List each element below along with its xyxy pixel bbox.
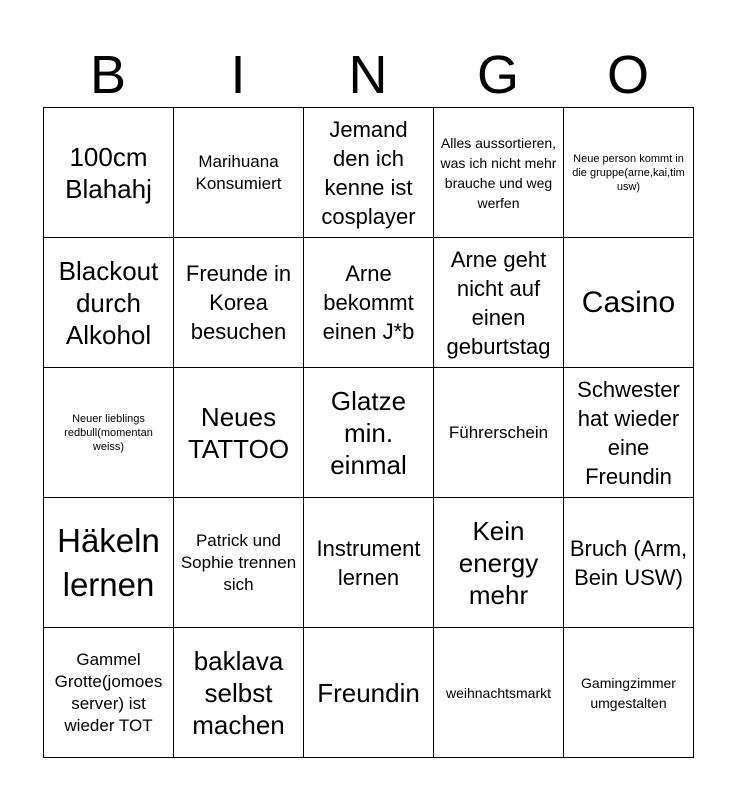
cell-text: Instrument lernen <box>316 535 421 590</box>
bingo-cell-r2c4[interactable] <box>434 238 564 368</box>
header-letter-g: G <box>476 45 519 105</box>
bingo-cell-r5c2[interactable] <box>174 628 304 758</box>
bingo-cell-r5c1[interactable] <box>44 628 174 758</box>
bingo-cell-r5c3[interactable] <box>304 628 434 758</box>
bingo-cell-r4c5[interactable] <box>564 498 694 628</box>
bingo-cell-r2c3[interactable] <box>304 238 434 368</box>
cell-text: Alles aussortieren, was ich nicht mehr brauche und weg werfen <box>440 134 557 211</box>
bingo-cell-r4c2[interactable] <box>174 498 304 628</box>
bingo-cell-r1c2[interactable] <box>174 108 304 238</box>
bingo-cell-r3c1[interactable] <box>44 368 174 498</box>
cell-text: Gamingzimmer umgestalten <box>581 674 676 711</box>
cell-text: Freunde in Korea besuchen <box>185 261 292 344</box>
cell-text: Neue person kommt in die gruppe(arne,kai,tim usw) <box>572 152 685 193</box>
cell-text: Glatze min. einmal <box>330 385 407 480</box>
cell-text: Blackout durch Alkohol <box>58 255 159 350</box>
bingo-board <box>43 107 694 758</box>
cell-text: Marihuana Konsumiert <box>195 151 282 193</box>
bingo-cell-r1c1[interactable] <box>44 108 174 238</box>
cell-text: Neuer lieblings redbull(momentan weiss) <box>64 412 153 453</box>
bingo-cell-r3c5[interactable] <box>564 368 694 498</box>
bingo-cell-r3c2[interactable] <box>174 368 304 498</box>
cell-text: weihnachtsmarkt <box>445 684 552 701</box>
bingo-cell-r5c4[interactable] <box>434 628 564 758</box>
header-letter-o: O <box>606 45 649 105</box>
bingo-cell-r3c3[interactable] <box>304 368 434 498</box>
bingo-cell-r1c4[interactable] <box>434 108 564 238</box>
cell-text: Schwester hat wieder eine Freundin <box>577 376 680 489</box>
cell-text: Patrick und Sophie trennen sich <box>180 530 297 594</box>
bingo-cell-r4c1[interactable] <box>44 498 174 628</box>
header-letter-i: I <box>230 45 246 105</box>
header-letter-n: N <box>348 45 388 105</box>
cell-text: Arne bekommt einen J*b <box>322 261 415 344</box>
cell-text: Casino <box>581 285 676 319</box>
bingo-cell-r2c2[interactable] <box>174 238 304 368</box>
bingo-cell-r4c4[interactable] <box>434 498 564 628</box>
bingo-cell-r4c3[interactable] <box>304 498 434 628</box>
cell-text: Kein energy mehr <box>458 515 539 610</box>
cell-text: Freundin <box>317 677 420 708</box>
cell-text: baklava selbst machen <box>192 645 285 740</box>
bingo-cell-r5c5[interactable] <box>564 628 694 758</box>
bingo-cell-r1c3[interactable] <box>304 108 434 238</box>
cell-text: Bruch (Arm, Bein USW) <box>569 535 688 590</box>
bingo-cell-r1c5[interactable] <box>564 108 694 238</box>
header-letter-b: B <box>89 45 127 105</box>
bingo-cell-r2c1[interactable] <box>44 238 174 368</box>
bingo-cell-r2c5[interactable] <box>564 238 694 368</box>
cell-text: Neues TATTOO <box>187 401 290 464</box>
cell-text: Häkeln lernen <box>57 521 160 603</box>
bingo-header <box>43 44 693 106</box>
bingo-cell-r3c4[interactable] <box>434 368 564 498</box>
cell-text: Arne geht nicht auf einen geburtstag <box>446 246 551 359</box>
cell-text: Jemand den ich kenne ist cosplayer <box>321 116 416 229</box>
cell-text: Führerschein <box>448 422 549 442</box>
cell-text: 100cm Blahahj <box>65 141 152 204</box>
cell-text: Gammel Grotte(jomoes server) ist wieder TOT <box>54 649 163 735</box>
